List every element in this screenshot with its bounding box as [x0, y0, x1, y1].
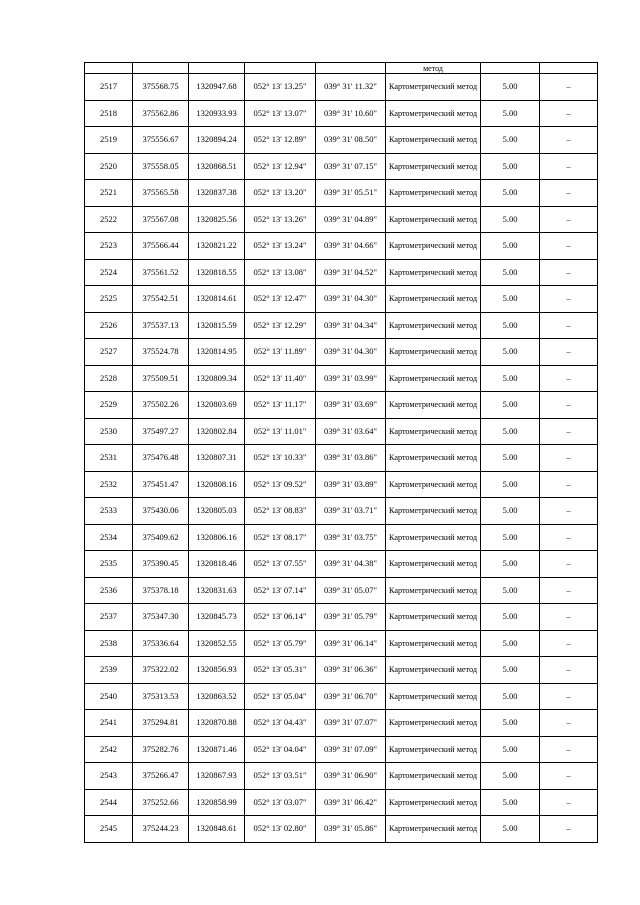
table-row	[85, 763, 598, 790]
cell-latitude: 052° 13' 13.25"	[245, 74, 316, 101]
cell-note: –	[540, 710, 598, 737]
cell-longitude: 039° 31' 03.99"	[316, 365, 386, 392]
cell-y-coordinate: 1320868.51	[189, 153, 245, 180]
table-row	[85, 100, 598, 127]
cell-y-coordinate: 1320825.56	[189, 206, 245, 233]
cell-x-coordinate: 375244.23	[133, 816, 189, 843]
table-row	[85, 153, 598, 180]
cell-longitude: 039° 31' 06.90"	[316, 763, 386, 790]
cell-accuracy: 5.00	[481, 551, 540, 578]
cell-accuracy: 5.00	[481, 365, 540, 392]
cell-x-coordinate: 375378.18	[133, 577, 189, 604]
cell-point-number: 2542	[85, 736, 133, 763]
cell-accuracy: 5.00	[481, 74, 540, 101]
cell-y-coordinate: 1320933.93	[189, 100, 245, 127]
cell-method: Картометрический метод	[386, 286, 481, 313]
cell-longitude: 039° 31' 06.70"	[316, 683, 386, 710]
cell-latitude: 052° 13' 07.14"	[245, 577, 316, 604]
table-row	[85, 710, 598, 737]
cell-x-coordinate: 375322.02	[133, 657, 189, 684]
cell-method: Картометрический метод	[386, 100, 481, 127]
table-body	[85, 63, 598, 843]
table-row	[85, 471, 598, 498]
cell-point-number: 2518	[85, 100, 133, 127]
cell-latitude: 052° 13' 08.83"	[245, 498, 316, 525]
cell-note: –	[540, 127, 598, 154]
cell-point-number: 2529	[85, 392, 133, 419]
cell-accuracy: 5.00	[481, 604, 540, 631]
cell-note: –	[540, 736, 598, 763]
cell-accuracy: 5.00	[481, 259, 540, 286]
table-row	[85, 736, 598, 763]
cell-note: –	[540, 339, 598, 366]
cell-latitude: 052° 13' 13.26"	[245, 206, 316, 233]
cell-latitude: 052° 13' 05.04"	[245, 683, 316, 710]
cell-longitude: 039° 31' 05.86"	[316, 816, 386, 843]
cell-latitude: 052° 13' 03.51"	[245, 763, 316, 790]
cell-note: –	[540, 630, 598, 657]
table-row	[85, 286, 598, 313]
table-row	[85, 180, 598, 207]
cell-accuracy: 5.00	[481, 498, 540, 525]
cell-method: Картометрический метод	[386, 418, 481, 445]
cell-method: Картометрический метод	[386, 604, 481, 631]
cell-note: –	[540, 233, 598, 260]
cell-latitude: 052° 13' 06.14"	[245, 604, 316, 631]
table-row	[85, 683, 598, 710]
cell-note: –	[540, 683, 598, 710]
cell-method: Картометрический метод	[386, 127, 481, 154]
cell-point-number: 2543	[85, 763, 133, 790]
cell-accuracy: 5.00	[481, 577, 540, 604]
cell-latitude: 052° 13' 11.89"	[245, 339, 316, 366]
cell-point-number: 2536	[85, 577, 133, 604]
cell-x-coordinate: 375556.67	[133, 127, 189, 154]
cell-longitude: 039° 31' 04.34"	[316, 312, 386, 339]
cell-empty	[316, 63, 386, 74]
cell-y-coordinate: 1320848.61	[189, 816, 245, 843]
cell-y-coordinate: 1320808.16	[189, 471, 245, 498]
cell-longitude: 039° 31' 04.52"	[316, 259, 386, 286]
cell-note: –	[540, 604, 598, 631]
cell-method: Картометрический метод	[386, 180, 481, 207]
cell-accuracy: 5.00	[481, 392, 540, 419]
cell-y-coordinate: 1320947.68	[189, 74, 245, 101]
cell-longitude: 039° 31' 06.36"	[316, 657, 386, 684]
cell-note: –	[540, 259, 598, 286]
cell-accuracy: 5.00	[481, 816, 540, 843]
cell-y-coordinate: 1320845.73	[189, 604, 245, 631]
cell-note: –	[540, 577, 598, 604]
cell-longitude: 039° 31' 07.09"	[316, 736, 386, 763]
cell-note: –	[540, 471, 598, 498]
cell-y-coordinate: 1320814.61	[189, 286, 245, 313]
cell-longitude: 039° 31' 04.30"	[316, 286, 386, 313]
cell-point-number: 2540	[85, 683, 133, 710]
cell-y-coordinate: 1320802.84	[189, 418, 245, 445]
table-row-top-continued	[85, 63, 598, 74]
cell-y-coordinate: 1320818.55	[189, 259, 245, 286]
cell-point-number: 2533	[85, 498, 133, 525]
cell-x-coordinate: 375542.51	[133, 286, 189, 313]
cell-method: Картометрический метод	[386, 524, 481, 551]
cell-empty	[245, 63, 316, 74]
cell-point-number: 2539	[85, 657, 133, 684]
cell-y-coordinate: 1320814.95	[189, 339, 245, 366]
cell-note: –	[540, 418, 598, 445]
cell-y-coordinate: 1320856.93	[189, 657, 245, 684]
cell-method: Картометрический метод	[386, 445, 481, 472]
cell-longitude: 039° 31' 04.89"	[316, 206, 386, 233]
cell-point-number: 2537	[85, 604, 133, 631]
cell-note: –	[540, 392, 598, 419]
cell-y-coordinate: 1320807.31	[189, 445, 245, 472]
cell-note: –	[540, 789, 598, 816]
cell-point-number: 2541	[85, 710, 133, 737]
cell-accuracy: 5.00	[481, 445, 540, 472]
cell-x-coordinate: 375336.64	[133, 630, 189, 657]
table-row	[85, 524, 598, 551]
cell-point-number: 2520	[85, 153, 133, 180]
cell-longitude: 039° 31' 05.79"	[316, 604, 386, 631]
cell-latitude: 052° 13' 11.17"	[245, 392, 316, 419]
cell-longitude: 039° 31' 03.89"	[316, 471, 386, 498]
cell-method: Картометрический метод	[386, 259, 481, 286]
cell-note: –	[540, 551, 598, 578]
cell-point-number: 2545	[85, 816, 133, 843]
cell-longitude: 039° 31' 03.71"	[316, 498, 386, 525]
cell-x-coordinate: 375451.47	[133, 471, 189, 498]
cell-accuracy: 5.00	[481, 683, 540, 710]
table-row	[85, 630, 598, 657]
cell-longitude: 039° 31' 04.38"	[316, 551, 386, 578]
cell-latitude: 052° 13' 12.89"	[245, 127, 316, 154]
cell-x-coordinate: 375390.45	[133, 551, 189, 578]
table-row	[85, 259, 598, 286]
table-row	[85, 657, 598, 684]
cell-method: Картометрический метод	[386, 365, 481, 392]
cell-latitude: 052° 13' 07.55"	[245, 551, 316, 578]
cell-method: Картометрический метод	[386, 630, 481, 657]
cell-longitude: 039° 31' 08.50"	[316, 127, 386, 154]
table-row	[85, 445, 598, 472]
cell-longitude: 039° 31' 03.86"	[316, 445, 386, 472]
cell-method: Картометрический метод	[386, 339, 481, 366]
cell-method: Картометрический метод	[386, 233, 481, 260]
cell-accuracy: 5.00	[481, 339, 540, 366]
cell-latitude: 052° 13' 05.79"	[245, 630, 316, 657]
cell-note: –	[540, 180, 598, 207]
cell-point-number: 2526	[85, 312, 133, 339]
cell-x-coordinate: 375524.78	[133, 339, 189, 366]
cell-y-coordinate: 1320852.55	[189, 630, 245, 657]
cell-point-number: 2544	[85, 789, 133, 816]
cell-y-coordinate: 1320803.69	[189, 392, 245, 419]
cell-note: –	[540, 100, 598, 127]
cell-latitude: 052° 13' 09.52"	[245, 471, 316, 498]
cell-accuracy: 5.00	[481, 153, 540, 180]
cell-x-coordinate: 375502.26	[133, 392, 189, 419]
cell-x-coordinate: 375252.66	[133, 789, 189, 816]
cell-method: Картометрический метод	[386, 206, 481, 233]
cell-note: –	[540, 206, 598, 233]
cell-x-coordinate: 375294.81	[133, 710, 189, 737]
table-row	[85, 74, 598, 101]
cell-longitude: 039° 31' 10.60"	[316, 100, 386, 127]
cell-longitude: 039° 31' 05.07"	[316, 577, 386, 604]
cell-note: –	[540, 365, 598, 392]
cell-longitude: 039° 31' 04.66"	[316, 233, 386, 260]
cell-x-coordinate: 375537.13	[133, 312, 189, 339]
cell-longitude: 039° 31' 11.32"	[316, 74, 386, 101]
cell-accuracy: 5.00	[481, 127, 540, 154]
cell-x-coordinate: 375476.48	[133, 445, 189, 472]
cell-y-coordinate: 1320806.16	[189, 524, 245, 551]
table-row	[85, 551, 598, 578]
cell-note: –	[540, 657, 598, 684]
table-row	[85, 577, 598, 604]
cell-point-number: 2523	[85, 233, 133, 260]
cell-y-coordinate: 1320837.38	[189, 180, 245, 207]
cell-note: –	[540, 74, 598, 101]
cell-point-number: 2527	[85, 339, 133, 366]
cell-latitude: 052° 13' 11.40"	[245, 365, 316, 392]
cell-method-tail: метод	[386, 63, 481, 74]
cell-longitude: 039° 31' 05.51"	[316, 180, 386, 207]
cell-y-coordinate: 1320894.24	[189, 127, 245, 154]
cell-y-coordinate: 1320818.46	[189, 551, 245, 578]
cell-y-coordinate: 1320805.03	[189, 498, 245, 525]
cell-point-number: 2532	[85, 471, 133, 498]
cell-x-coordinate: 375430.06	[133, 498, 189, 525]
cell-accuracy: 5.00	[481, 736, 540, 763]
cell-accuracy: 5.00	[481, 524, 540, 551]
cell-x-coordinate: 375409.62	[133, 524, 189, 551]
cell-x-coordinate: 375561.52	[133, 259, 189, 286]
cell-latitude: 052° 13' 12.47"	[245, 286, 316, 313]
cell-point-number: 2521	[85, 180, 133, 207]
cell-longitude: 039° 31' 07.15"	[316, 153, 386, 180]
cell-longitude: 039° 31' 07.07"	[316, 710, 386, 737]
cell-x-coordinate: 375565.58	[133, 180, 189, 207]
cell-x-coordinate: 375567.08	[133, 206, 189, 233]
coordinates-table	[84, 62, 598, 843]
table-row	[85, 127, 598, 154]
cell-method: Картометрический метод	[386, 577, 481, 604]
cell-x-coordinate: 375562.86	[133, 100, 189, 127]
cell-accuracy: 5.00	[481, 180, 540, 207]
cell-accuracy: 5.00	[481, 630, 540, 657]
cell-point-number: 2538	[85, 630, 133, 657]
cell-x-coordinate: 375282.76	[133, 736, 189, 763]
cell-y-coordinate: 1320815.59	[189, 312, 245, 339]
cell-point-number: 2528	[85, 365, 133, 392]
cell-accuracy: 5.00	[481, 763, 540, 790]
cell-method: Картометрический метод	[386, 763, 481, 790]
cell-accuracy: 5.00	[481, 233, 540, 260]
cell-method: Картометрический метод	[386, 816, 481, 843]
table-row	[85, 339, 598, 366]
cell-point-number: 2531	[85, 445, 133, 472]
cell-y-coordinate: 1320809.34	[189, 365, 245, 392]
cell-point-number: 2534	[85, 524, 133, 551]
cell-note: –	[540, 498, 598, 525]
table-row	[85, 604, 598, 631]
cell-latitude: 052° 13' 04.04"	[245, 736, 316, 763]
cell-latitude: 052° 13' 03.07"	[245, 789, 316, 816]
cell-x-coordinate: 375497.27	[133, 418, 189, 445]
cell-x-coordinate: 375509.51	[133, 365, 189, 392]
cell-x-coordinate: 375347.30	[133, 604, 189, 631]
cell-method: Картометрический метод	[386, 710, 481, 737]
cell-point-number: 2519	[85, 127, 133, 154]
table-row	[85, 365, 598, 392]
table-row	[85, 418, 598, 445]
cell-x-coordinate: 375266.47	[133, 763, 189, 790]
cell-accuracy: 5.00	[481, 789, 540, 816]
cell-note: –	[540, 445, 598, 472]
cell-accuracy: 5.00	[481, 100, 540, 127]
table-row	[85, 816, 598, 843]
cell-point-number: 2535	[85, 551, 133, 578]
cell-accuracy: 5.00	[481, 418, 540, 445]
cell-longitude: 039° 31' 06.42"	[316, 789, 386, 816]
cell-accuracy: 5.00	[481, 286, 540, 313]
cell-method: Картометрический метод	[386, 789, 481, 816]
cell-method: Картометрический метод	[386, 551, 481, 578]
table-row	[85, 789, 598, 816]
cell-longitude: 039° 31' 03.69"	[316, 392, 386, 419]
cell-accuracy: 5.00	[481, 471, 540, 498]
cell-latitude: 052° 13' 04.43"	[245, 710, 316, 737]
cell-method: Картометрический метод	[386, 657, 481, 684]
cell-longitude: 039° 31' 03.64"	[316, 418, 386, 445]
cell-accuracy: 5.00	[481, 657, 540, 684]
cell-latitude: 052° 13' 13.20"	[245, 180, 316, 207]
cell-point-number: 2530	[85, 418, 133, 445]
cell-latitude: 052° 13' 11.01"	[245, 418, 316, 445]
cell-method: Картометрический метод	[386, 153, 481, 180]
cell-x-coordinate: 375566.44	[133, 233, 189, 260]
cell-method: Картометрический метод	[386, 312, 481, 339]
cell-latitude: 052° 13' 12.94"	[245, 153, 316, 180]
cell-y-coordinate: 1320871.46	[189, 736, 245, 763]
cell-empty	[85, 63, 133, 74]
cell-y-coordinate: 1320831.63	[189, 577, 245, 604]
cell-latitude: 052° 13' 05.31"	[245, 657, 316, 684]
cell-latitude: 052° 13' 13.07"	[245, 100, 316, 127]
cell-note: –	[540, 312, 598, 339]
table-row	[85, 498, 598, 525]
cell-accuracy: 5.00	[481, 312, 540, 339]
cell-x-coordinate: 375313.53	[133, 683, 189, 710]
cell-method: Картометрический метод	[386, 392, 481, 419]
cell-y-coordinate: 1320858.99	[189, 789, 245, 816]
cell-y-coordinate: 1320821.22	[189, 233, 245, 260]
cell-y-coordinate: 1320863.52	[189, 683, 245, 710]
cell-x-coordinate: 375568.75	[133, 74, 189, 101]
cell-note: –	[540, 524, 598, 551]
cell-accuracy: 5.00	[481, 206, 540, 233]
cell-latitude: 052° 13' 13.24"	[245, 233, 316, 260]
cell-note: –	[540, 286, 598, 313]
cell-empty	[133, 63, 189, 74]
cell-method: Картометрический метод	[386, 74, 481, 101]
table-row	[85, 312, 598, 339]
cell-note: –	[540, 153, 598, 180]
cell-latitude: 052° 13' 13.08"	[245, 259, 316, 286]
cell-latitude: 052° 13' 12.29"	[245, 312, 316, 339]
cell-empty	[540, 63, 598, 74]
cell-longitude: 039° 31' 04.30"	[316, 339, 386, 366]
table-row	[85, 233, 598, 260]
cell-longitude: 039° 31' 06.14"	[316, 630, 386, 657]
cell-latitude: 052° 13' 10.33"	[245, 445, 316, 472]
table-row	[85, 392, 598, 419]
cell-method: Картометрический метод	[386, 683, 481, 710]
cell-latitude: 052° 13' 08.17"	[245, 524, 316, 551]
cell-point-number: 2525	[85, 286, 133, 313]
cell-point-number: 2522	[85, 206, 133, 233]
cell-note: –	[540, 763, 598, 790]
cell-method: Картометрический метод	[386, 498, 481, 525]
cell-latitude: 052° 13' 02.80"	[245, 816, 316, 843]
cell-note: –	[540, 816, 598, 843]
cell-empty	[189, 63, 245, 74]
cell-point-number: 2517	[85, 74, 133, 101]
cell-point-number: 2524	[85, 259, 133, 286]
table-row	[85, 206, 598, 233]
cell-empty	[481, 63, 540, 74]
cell-y-coordinate: 1320870.88	[189, 710, 245, 737]
cell-accuracy: 5.00	[481, 710, 540, 737]
cell-method: Картометрический метод	[386, 471, 481, 498]
cell-longitude: 039° 31' 03.75"	[316, 524, 386, 551]
cell-y-coordinate: 1320867.93	[189, 763, 245, 790]
cell-method: Картометрический метод	[386, 736, 481, 763]
cell-x-coordinate: 375558.05	[133, 153, 189, 180]
